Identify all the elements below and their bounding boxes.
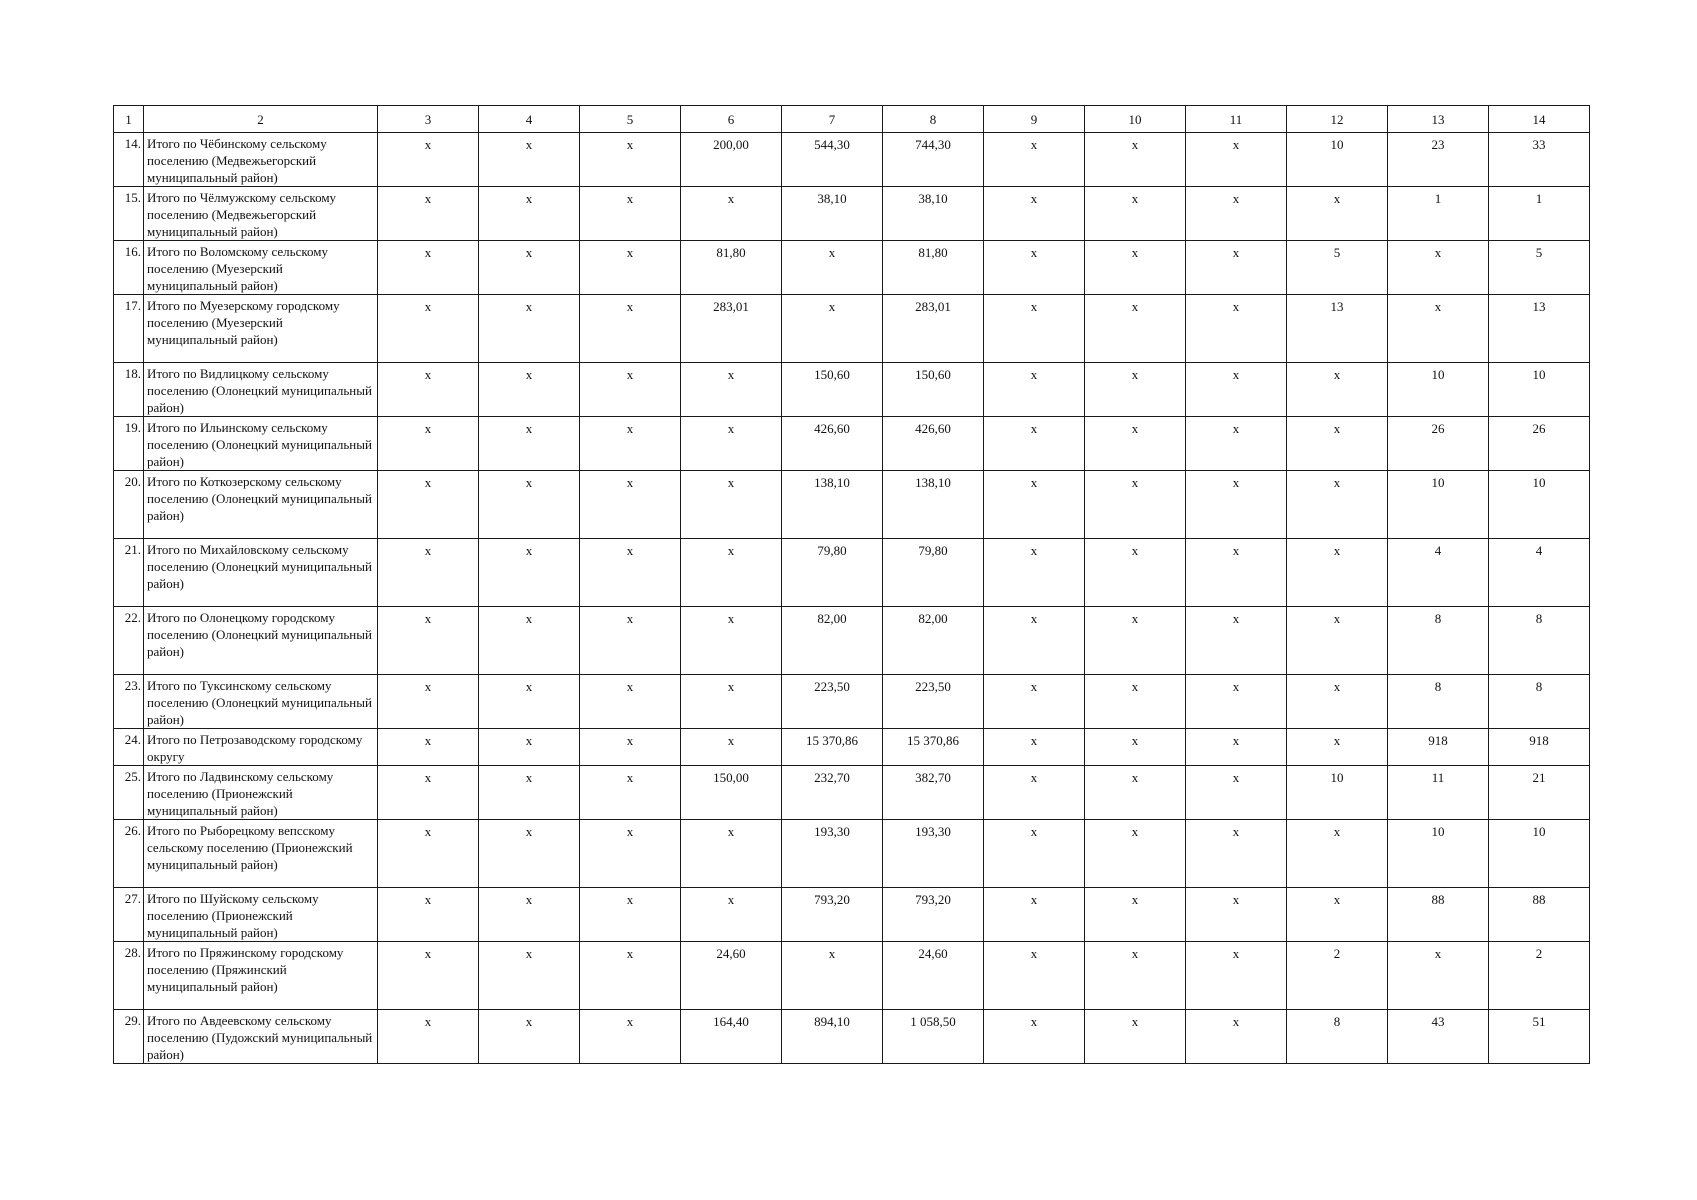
table-cell: x bbox=[681, 471, 782, 539]
table-cell: x bbox=[1085, 417, 1186, 471]
table-cell: x bbox=[1186, 539, 1287, 607]
table-cell: 15 370,86 bbox=[883, 729, 984, 766]
row-number: 22. bbox=[114, 607, 144, 675]
table-cell: x bbox=[479, 187, 580, 241]
column-header: 9 bbox=[984, 106, 1085, 133]
table-cell: 81,80 bbox=[681, 241, 782, 295]
table-cell: x bbox=[378, 133, 479, 187]
row-number: 28. bbox=[114, 942, 144, 1010]
table-cell: 82,00 bbox=[782, 607, 883, 675]
table-cell: 150,00 bbox=[681, 766, 782, 820]
table-cell: x bbox=[1085, 820, 1186, 888]
table-cell: x bbox=[984, 241, 1085, 295]
table-cell: 82,00 bbox=[883, 607, 984, 675]
table-cell: x bbox=[1085, 187, 1186, 241]
table-cell: 15 370,86 bbox=[782, 729, 883, 766]
table-row bbox=[114, 539, 1590, 607]
table-cell: x bbox=[681, 539, 782, 607]
table-cell: x bbox=[378, 187, 479, 241]
table-cell: x bbox=[984, 363, 1085, 417]
column-header: 1 bbox=[114, 106, 144, 133]
settlement-name: Итого по Рыборецкому вепсскому сельскому поселению (Прионежский муниципальный район) bbox=[144, 820, 378, 888]
table-cell: x bbox=[378, 417, 479, 471]
table-cell: 10 bbox=[1287, 766, 1388, 820]
table-cell: 4 bbox=[1388, 539, 1489, 607]
table-cell: x bbox=[681, 729, 782, 766]
table-cell: x bbox=[378, 471, 479, 539]
summary-table bbox=[113, 105, 1590, 1064]
table-cell: x bbox=[580, 133, 681, 187]
settlement-name: Итого по Видлицкому сельскому поселению (Олонецкий муниципальный район) bbox=[144, 363, 378, 417]
table-cell: 382,70 bbox=[883, 766, 984, 820]
table-cell: x bbox=[580, 607, 681, 675]
table-cell: x bbox=[580, 295, 681, 363]
column-header: 6 bbox=[681, 106, 782, 133]
column-header: 5 bbox=[580, 106, 681, 133]
table-cell: x bbox=[580, 766, 681, 820]
table-cell: x bbox=[1287, 187, 1388, 241]
table-cell: x bbox=[681, 417, 782, 471]
table-cell: x bbox=[378, 295, 479, 363]
table-cell: x bbox=[782, 942, 883, 1010]
table-row bbox=[114, 471, 1590, 539]
table-row bbox=[114, 942, 1590, 1010]
table-cell: 33 bbox=[1489, 133, 1590, 187]
table-cell: x bbox=[580, 241, 681, 295]
table-cell: x bbox=[1186, 417, 1287, 471]
settlement-name: Итого по Пряжинскому городскому поселению (Пряжинский муниципальный район) bbox=[144, 942, 378, 1010]
table-cell: x bbox=[378, 675, 479, 729]
table-cell: 193,30 bbox=[782, 820, 883, 888]
table-cell: x bbox=[681, 187, 782, 241]
table-row bbox=[114, 820, 1590, 888]
table-cell: x bbox=[580, 1010, 681, 1064]
table-cell: 200,00 bbox=[681, 133, 782, 187]
row-number: 23. bbox=[114, 675, 144, 729]
table-cell: x bbox=[479, 729, 580, 766]
table-cell: x bbox=[479, 888, 580, 942]
table-cell: x bbox=[1186, 820, 1287, 888]
settlement-name: Итого по Олонецкому городскому поселению (Олонецкий муниципальный район) bbox=[144, 607, 378, 675]
table-cell: x bbox=[479, 539, 580, 607]
table-cell: x bbox=[479, 133, 580, 187]
table-cell: x bbox=[984, 675, 1085, 729]
column-header: 14 bbox=[1489, 106, 1590, 133]
table-cell: 23 bbox=[1388, 133, 1489, 187]
table-cell: x bbox=[378, 241, 479, 295]
header-row bbox=[114, 106, 1590, 133]
table-cell: 26 bbox=[1489, 417, 1590, 471]
table-cell: x bbox=[1085, 539, 1186, 607]
table-cell: 4 bbox=[1489, 539, 1590, 607]
table-cell: 8 bbox=[1287, 1010, 1388, 1064]
table-row bbox=[114, 187, 1590, 241]
table-body bbox=[114, 133, 1590, 1064]
table-cell: x bbox=[984, 766, 1085, 820]
table-cell: x bbox=[479, 607, 580, 675]
settlement-name: Итого по Чёлмужскому сельскому поселению (Медвежьегорский муниципальный район) bbox=[144, 187, 378, 241]
row-number: 26. bbox=[114, 820, 144, 888]
table-cell: 51 bbox=[1489, 1010, 1590, 1064]
table-cell: x bbox=[378, 363, 479, 417]
table-cell: 283,01 bbox=[681, 295, 782, 363]
table-cell: 150,60 bbox=[883, 363, 984, 417]
table-cell: 426,60 bbox=[782, 417, 883, 471]
table-cell: x bbox=[1085, 1010, 1186, 1064]
table-cell: 24,60 bbox=[883, 942, 984, 1010]
table-row bbox=[114, 417, 1590, 471]
row-number: 16. bbox=[114, 241, 144, 295]
table-cell: 232,70 bbox=[782, 766, 883, 820]
table-cell: x bbox=[681, 888, 782, 942]
row-number: 20. bbox=[114, 471, 144, 539]
column-header: 3 bbox=[378, 106, 479, 133]
table-cell: x bbox=[1085, 295, 1186, 363]
table-cell: x bbox=[1085, 241, 1186, 295]
table-cell: x bbox=[1388, 942, 1489, 1010]
table-cell: 150,60 bbox=[782, 363, 883, 417]
table-cell: 88 bbox=[1489, 888, 1590, 942]
table-cell: 426,60 bbox=[883, 417, 984, 471]
table-cell: 10 bbox=[1388, 820, 1489, 888]
table-cell: 5 bbox=[1489, 241, 1590, 295]
column-header: 2 bbox=[144, 106, 378, 133]
table-cell: x bbox=[1287, 607, 1388, 675]
table-cell: x bbox=[1388, 295, 1489, 363]
row-number: 19. bbox=[114, 417, 144, 471]
settlement-name: Итого по Коткозерскому сельскому поселению (Олонецкий муниципальный район) bbox=[144, 471, 378, 539]
table-cell: 918 bbox=[1388, 729, 1489, 766]
table-cell: 2 bbox=[1287, 942, 1388, 1010]
column-header: 10 bbox=[1085, 106, 1186, 133]
row-number: 15. bbox=[114, 187, 144, 241]
table-cell: x bbox=[1287, 675, 1388, 729]
table-cell: 1 bbox=[1388, 187, 1489, 241]
row-number: 17. bbox=[114, 295, 144, 363]
table-header bbox=[114, 106, 1590, 133]
table-row bbox=[114, 295, 1590, 363]
table-cell: x bbox=[580, 363, 681, 417]
table-cell: 793,20 bbox=[782, 888, 883, 942]
table-cell: x bbox=[1287, 729, 1388, 766]
table-cell: x bbox=[1186, 295, 1287, 363]
table-cell: x bbox=[580, 539, 681, 607]
table-cell: x bbox=[479, 1010, 580, 1064]
table-cell: 10 bbox=[1489, 471, 1590, 539]
table-cell: 79,80 bbox=[782, 539, 883, 607]
table-cell: 8 bbox=[1388, 675, 1489, 729]
row-number: 25. bbox=[114, 766, 144, 820]
settlement-name: Итого по Муезерскому городскому поселению (Муезерский муниципальный район) bbox=[144, 295, 378, 363]
table-cell: 26 bbox=[1388, 417, 1489, 471]
table-cell: x bbox=[1186, 766, 1287, 820]
table-cell: x bbox=[479, 241, 580, 295]
table-cell: x bbox=[984, 607, 1085, 675]
table-cell: x bbox=[681, 820, 782, 888]
table-cell: x bbox=[1186, 133, 1287, 187]
table-cell: 1 bbox=[1489, 187, 1590, 241]
table-cell: x bbox=[580, 729, 681, 766]
settlement-name: Итого по Шуйскому сельскому поселению (Прионежский муниципальный район) bbox=[144, 888, 378, 942]
table-cell: 43 bbox=[1388, 1010, 1489, 1064]
table-cell: x bbox=[1186, 363, 1287, 417]
table-row bbox=[114, 607, 1590, 675]
table-cell: 38,10 bbox=[883, 187, 984, 241]
row-number: 18. bbox=[114, 363, 144, 417]
document-sheet bbox=[113, 105, 1590, 1064]
table-cell: x bbox=[984, 820, 1085, 888]
table-cell: 5 bbox=[1287, 241, 1388, 295]
table-cell: x bbox=[1085, 607, 1186, 675]
table-cell: 138,10 bbox=[883, 471, 984, 539]
table-cell: 10 bbox=[1388, 471, 1489, 539]
table-cell: 894,10 bbox=[782, 1010, 883, 1064]
settlement-name: Итого по Туксинскому сельскому поселению (Олонецкий муниципальный район) bbox=[144, 675, 378, 729]
table-cell: x bbox=[782, 295, 883, 363]
table-cell: x bbox=[1085, 766, 1186, 820]
table-cell: x bbox=[984, 942, 1085, 1010]
table-cell: 8 bbox=[1388, 607, 1489, 675]
table-cell: 193,30 bbox=[883, 820, 984, 888]
table-cell: x bbox=[1186, 1010, 1287, 1064]
table-cell: x bbox=[681, 675, 782, 729]
settlement-name: Итого по Ильинскому сельскому поселению (Олонецкий муниципальный район) bbox=[144, 417, 378, 471]
table-cell: x bbox=[479, 471, 580, 539]
table-cell: x bbox=[984, 539, 1085, 607]
settlement-name: Итого по Чёбинскому сельскому поселению (Медвежьегорский муниципальный район) bbox=[144, 133, 378, 187]
row-number: 14. bbox=[114, 133, 144, 187]
table-cell: 283,01 bbox=[883, 295, 984, 363]
table-row bbox=[114, 729, 1590, 766]
table-cell: x bbox=[479, 820, 580, 888]
table-cell: 10 bbox=[1287, 133, 1388, 187]
table-cell: x bbox=[1287, 417, 1388, 471]
table-cell: x bbox=[580, 820, 681, 888]
column-header: 13 bbox=[1388, 106, 1489, 133]
table-cell: 81,80 bbox=[883, 241, 984, 295]
table-cell: x bbox=[1085, 363, 1186, 417]
table-cell: x bbox=[984, 187, 1085, 241]
table-cell: x bbox=[1287, 820, 1388, 888]
table-cell: x bbox=[1287, 539, 1388, 607]
table-cell: x bbox=[1186, 471, 1287, 539]
table-cell: x bbox=[1186, 729, 1287, 766]
table-cell: x bbox=[580, 187, 681, 241]
table-cell: 2 bbox=[1489, 942, 1590, 1010]
row-number: 29. bbox=[114, 1010, 144, 1064]
table-cell: 223,50 bbox=[883, 675, 984, 729]
table-row bbox=[114, 133, 1590, 187]
table-cell: 13 bbox=[1489, 295, 1590, 363]
table-cell: 793,20 bbox=[883, 888, 984, 942]
table-row bbox=[114, 1010, 1590, 1064]
table-cell: 744,30 bbox=[883, 133, 984, 187]
table-cell: x bbox=[1085, 942, 1186, 1010]
table-cell: x bbox=[681, 607, 782, 675]
table-cell: x bbox=[984, 295, 1085, 363]
settlement-name: Итого по Ладвинскому сельскому поселению (Прионежский муниципальный район) bbox=[144, 766, 378, 820]
table-cell: x bbox=[479, 766, 580, 820]
table-cell: x bbox=[378, 820, 479, 888]
table-row bbox=[114, 766, 1590, 820]
table-cell: 38,10 bbox=[782, 187, 883, 241]
table-cell: x bbox=[479, 363, 580, 417]
table-cell: x bbox=[378, 729, 479, 766]
table-cell: 13 bbox=[1287, 295, 1388, 363]
table-row bbox=[114, 363, 1590, 417]
table-cell: x bbox=[580, 942, 681, 1010]
table-cell: x bbox=[479, 942, 580, 1010]
table-cell: 21 bbox=[1489, 766, 1590, 820]
table-cell: x bbox=[378, 539, 479, 607]
settlement-name: Итого по Воломскому сельскому поселению (Муезерский муниципальный район) bbox=[144, 241, 378, 295]
table-cell: x bbox=[1186, 942, 1287, 1010]
table-cell: x bbox=[984, 133, 1085, 187]
table-cell: x bbox=[1186, 607, 1287, 675]
table-cell: x bbox=[479, 295, 580, 363]
table-row bbox=[114, 888, 1590, 942]
table-cell: x bbox=[378, 942, 479, 1010]
table-cell: 8 bbox=[1489, 675, 1590, 729]
table-cell: x bbox=[1287, 888, 1388, 942]
table-cell: 24,60 bbox=[681, 942, 782, 1010]
table-cell: x bbox=[1287, 471, 1388, 539]
row-number: 21. bbox=[114, 539, 144, 607]
table-cell: x bbox=[479, 675, 580, 729]
table-cell: x bbox=[984, 417, 1085, 471]
table-cell: x bbox=[984, 471, 1085, 539]
table-cell: x bbox=[1186, 241, 1287, 295]
table-cell: x bbox=[984, 1010, 1085, 1064]
table-cell: 223,50 bbox=[782, 675, 883, 729]
table-cell: x bbox=[580, 675, 681, 729]
table-cell: x bbox=[580, 888, 681, 942]
table-cell: 918 bbox=[1489, 729, 1590, 766]
table-cell: 79,80 bbox=[883, 539, 984, 607]
table-cell: 138,10 bbox=[782, 471, 883, 539]
table-cell: 8 bbox=[1489, 607, 1590, 675]
table-cell: x bbox=[984, 729, 1085, 766]
table-cell: x bbox=[378, 607, 479, 675]
table-cell: x bbox=[378, 766, 479, 820]
table-cell: x bbox=[1085, 133, 1186, 187]
table-cell: x bbox=[1186, 888, 1287, 942]
column-header: 11 bbox=[1186, 106, 1287, 133]
column-header: 8 bbox=[883, 106, 984, 133]
table-cell: x bbox=[681, 363, 782, 417]
row-number: 27. bbox=[114, 888, 144, 942]
table-cell: x bbox=[378, 1010, 479, 1064]
table-cell: 88 bbox=[1388, 888, 1489, 942]
table-cell: x bbox=[1085, 675, 1186, 729]
column-header: 12 bbox=[1287, 106, 1388, 133]
table-cell: 164,40 bbox=[681, 1010, 782, 1064]
table-row bbox=[114, 675, 1590, 729]
table-cell: x bbox=[1186, 675, 1287, 729]
settlement-name: Итого по Петрозаводскому городскому округу bbox=[144, 729, 378, 766]
table-cell: x bbox=[378, 888, 479, 942]
table-cell: x bbox=[580, 417, 681, 471]
table-cell: x bbox=[1085, 888, 1186, 942]
table-cell: 10 bbox=[1489, 820, 1590, 888]
table-row bbox=[114, 241, 1590, 295]
table-cell: x bbox=[1085, 471, 1186, 539]
table-cell: x bbox=[479, 417, 580, 471]
column-header: 4 bbox=[479, 106, 580, 133]
table-cell: 11 bbox=[1388, 766, 1489, 820]
table-cell: 1 058,50 bbox=[883, 1010, 984, 1064]
table-cell: x bbox=[984, 888, 1085, 942]
settlement-name: Итого по Михайловскому сельскому поселению (Олонецкий муниципальный район) bbox=[144, 539, 378, 607]
table-cell: x bbox=[782, 241, 883, 295]
row-number: 24. bbox=[114, 729, 144, 766]
table-cell: 10 bbox=[1489, 363, 1590, 417]
table-cell: x bbox=[580, 471, 681, 539]
table-cell: x bbox=[1388, 241, 1489, 295]
table-cell: 10 bbox=[1388, 363, 1489, 417]
table-cell: x bbox=[1085, 729, 1186, 766]
table-cell: x bbox=[1287, 363, 1388, 417]
table-cell: x bbox=[1186, 187, 1287, 241]
settlement-name: Итого по Авдеевскому сельскому поселению (Пудожский муниципальный район) bbox=[144, 1010, 378, 1064]
table-cell: 544,30 bbox=[782, 133, 883, 187]
column-header: 7 bbox=[782, 106, 883, 133]
